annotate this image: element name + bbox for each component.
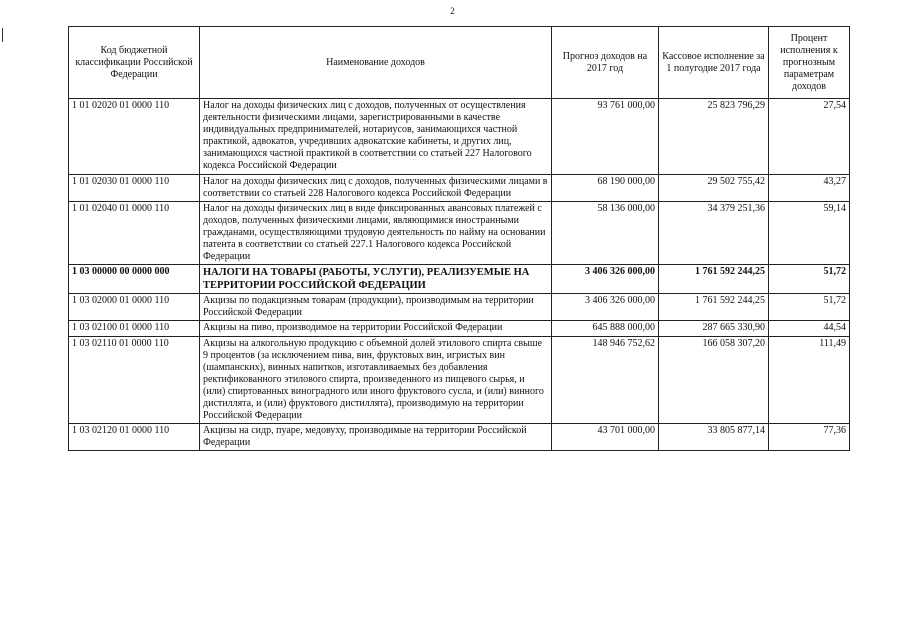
margin-mark xyxy=(2,28,3,42)
row-forecast: 3 406 326 000,00 xyxy=(552,294,659,321)
row-name: НАЛОГИ НА ТОВАРЫ (РАБОТЫ, УСЛУГИ), РЕАЛИЗУЕМЫЕ НА ТЕРРИТОРИИ РОССИЙСКОЙ ФЕДЕРАЦИИ xyxy=(200,265,552,294)
page-number: 2 xyxy=(450,6,455,16)
table-row xyxy=(69,201,850,264)
row-executed: 166 058 307,20 xyxy=(659,336,769,424)
header-code: Код бюджетной классификации Российской Федерации xyxy=(69,27,200,99)
row-name: Налог на доходы физических лиц в виде фиксированных авансовых платежей с доходов, полученных физическими лицами, являющимися иностранными гражданами, осуществляющими трудовую деятельность по найму на основании патента в соответствии со статьей 227.1 Налогового кодекса Российской Федерации xyxy=(200,201,552,264)
row-code: 1 03 02100 01 0000 110 xyxy=(69,321,200,336)
row-code: 1 01 02020 01 0000 110 xyxy=(69,99,200,175)
row-code: 1 03 02120 01 0000 110 xyxy=(69,424,200,451)
row-percent: 111,49 xyxy=(769,336,850,424)
row-forecast: 148 946 752,62 xyxy=(552,336,659,424)
row-code: 1 03 02000 01 0000 110 xyxy=(69,294,200,321)
row-code: 1 03 00000 00 0000 000 xyxy=(69,265,200,294)
row-percent: 43,27 xyxy=(769,174,850,201)
row-code: 1 01 02040 01 0000 110 xyxy=(69,201,200,264)
row-executed: 25 823 796,29 xyxy=(659,99,769,175)
table-row xyxy=(69,336,850,424)
row-percent: 59,14 xyxy=(769,201,850,264)
row-percent: 27,54 xyxy=(769,99,850,175)
row-name: Акцизы по подакцизным товарам (продукции), производимым на территории Российской Федерации xyxy=(200,294,552,321)
row-executed: 34 379 251,36 xyxy=(659,201,769,264)
row-forecast: 68 190 000,00 xyxy=(552,174,659,201)
row-code: 1 03 02110 01 0000 110 xyxy=(69,336,200,424)
row-executed: 1 761 592 244,25 xyxy=(659,294,769,321)
row-name: Акцизы на сидр, пуаре, медовуху, производимые на территории Российской Федерации xyxy=(200,424,552,451)
row-forecast: 43 701 000,00 xyxy=(552,424,659,451)
row-name: Налог на доходы физических лиц с доходов, полученных от осуществления деятельности физическими лицами, зарегистрированными в качестве индивидуальных предпринимателей, нотариусов, занимающихся частной практикой, адвокатов, учредивших адвокатские кабинеты, и других лиц, занимающихся частной практикой в соответствии со статьей 227 Налогового кодекса Российской Федерации xyxy=(200,99,552,175)
row-code: 1 01 02030 01 0000 110 xyxy=(69,174,200,201)
row-executed: 287 665 330,90 xyxy=(659,321,769,336)
header-percent: Процент исполнения к прогнозным параметрам доходов xyxy=(769,27,850,99)
revenue-table xyxy=(68,26,850,451)
row-percent: 44,54 xyxy=(769,321,850,336)
row-forecast: 645 888 000,00 xyxy=(552,321,659,336)
table-header-row xyxy=(69,27,850,99)
header-executed: Кассовое исполнение за 1 полугодие 2017 года xyxy=(659,27,769,99)
table-row xyxy=(69,174,850,201)
table-row xyxy=(69,99,850,175)
table-row xyxy=(69,424,850,451)
row-name: Акцизы на алкогольную продукцию с объемной долей этилового спирта свыше 9 процентов (за исключением пива, вин, фруктовых вин, игристых вин (шампанских), винных напитков, изготавливаемых без добавления ректификованного этилового спирта, произведенного из пищевого сырья, и (или) спиртованных виноградного или иного фруктового сусла, и (или) винного дистиллята, и (или) фруктового дистиллята), производимую на территории Российской Федерации xyxy=(200,336,552,424)
row-percent: 77,36 xyxy=(769,424,850,451)
row-forecast: 3 406 326 000,00 xyxy=(552,265,659,294)
table-row xyxy=(69,321,850,336)
row-name: Налог на доходы физических лиц с доходов, полученных физическими лицами в соответствии со статьей 228 Налогового кодекса Российской Федерации xyxy=(200,174,552,201)
table-row xyxy=(69,265,850,294)
row-name: Акцизы на пиво, производимое на территории Российской Федерации xyxy=(200,321,552,336)
row-forecast: 58 136 000,00 xyxy=(552,201,659,264)
row-percent: 51,72 xyxy=(769,265,850,294)
table-row xyxy=(69,294,850,321)
table-body xyxy=(69,99,850,451)
row-forecast: 93 761 000,00 xyxy=(552,99,659,175)
row-percent: 51,72 xyxy=(769,294,850,321)
row-executed: 33 805 877,14 xyxy=(659,424,769,451)
row-executed: 1 761 592 244,25 xyxy=(659,265,769,294)
row-executed: 29 502 755,42 xyxy=(659,174,769,201)
header-name: Наименование доходов xyxy=(200,27,552,99)
header-forecast: Прогноз доходов на 2017 год xyxy=(552,27,659,99)
